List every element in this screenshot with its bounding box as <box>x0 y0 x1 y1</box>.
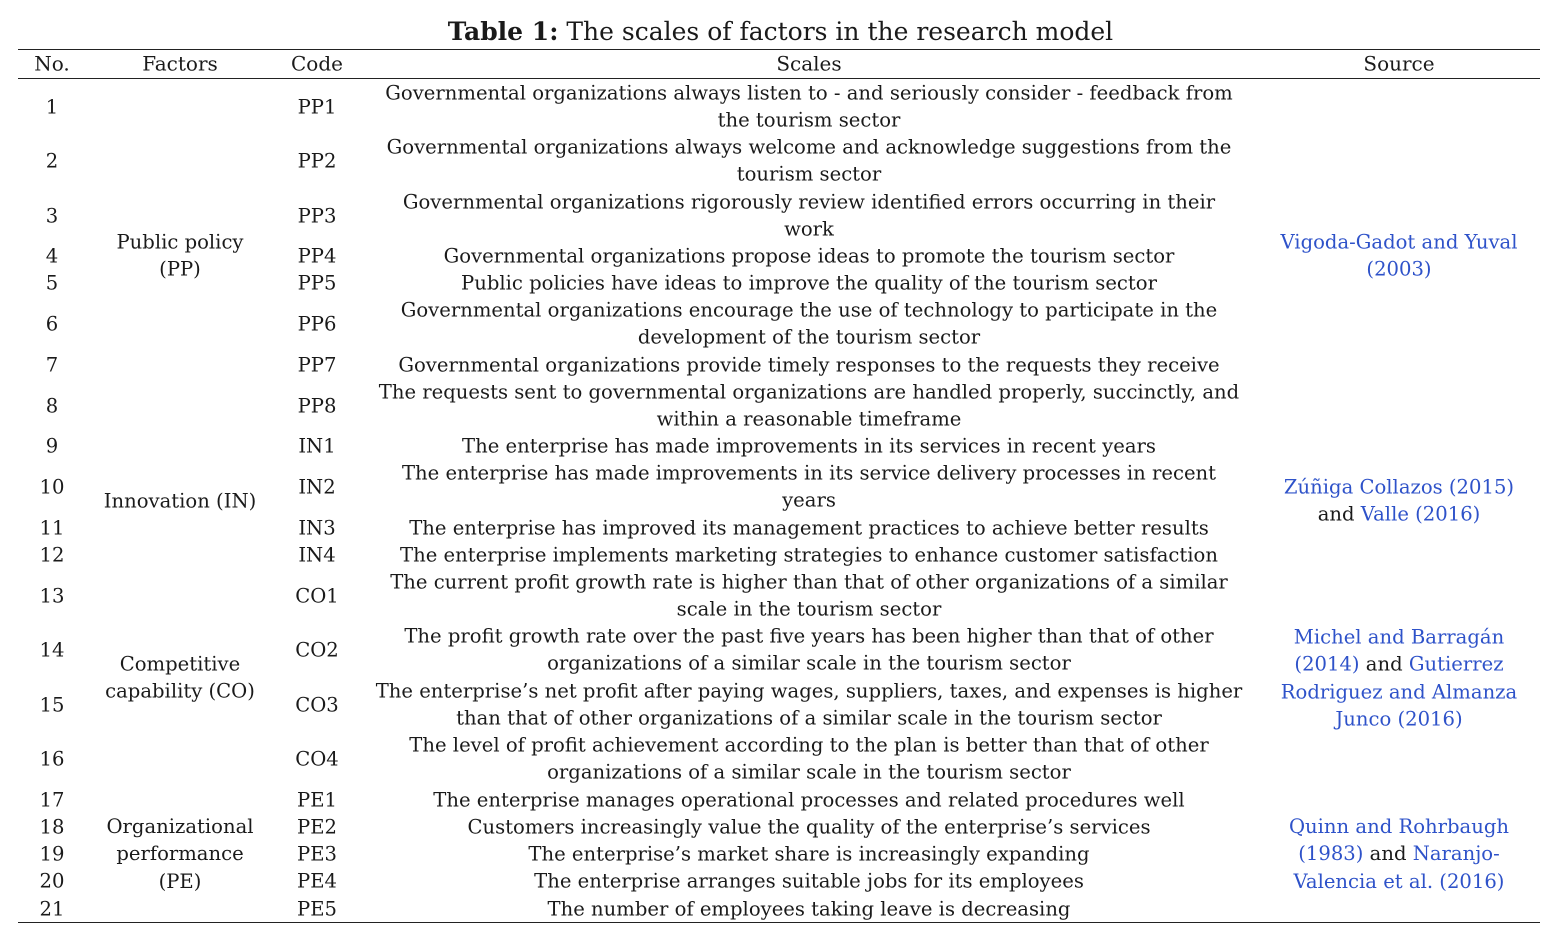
row-code: PP8 <box>297 394 337 418</box>
source-line <box>1258 678 1540 705</box>
row-code: PP6 <box>297 312 337 336</box>
scale-line: The enterprise arranges suitable jobs for its employees <box>534 869 1084 893</box>
row-number: 14 <box>39 638 65 662</box>
scale-line: The enterprise’s market share is increasingly expanding <box>528 842 1090 866</box>
row-scale <box>360 460 1258 515</box>
row-number: 1 <box>45 95 59 119</box>
scale-line: development of the tourism sector <box>637 326 981 349</box>
source-citation-link[interactable]: Quinn and Rohrbaugh <box>1288 815 1510 839</box>
row-code: PP5 <box>297 271 337 295</box>
source-line <box>1258 813 1540 840</box>
row-scale <box>360 189 1258 244</box>
source-line <box>1258 256 1540 283</box>
header-code: Code <box>291 51 343 76</box>
row-scale <box>360 242 1258 269</box>
scale-line: The enterprise has improved its management practices to achieve better results <box>409 516 1209 540</box>
row-number: 20 <box>39 869 65 893</box>
factor-cell <box>86 651 274 706</box>
row-scale <box>360 623 1258 678</box>
source-cell <box>1258 623 1540 732</box>
scale-line: The enterprise manages operational processes and related procedures well <box>433 788 1185 812</box>
source-line <box>1258 705 1540 732</box>
source-citation-link[interactable]: Gutierrez <box>1408 652 1504 676</box>
row-scale <box>360 569 1258 624</box>
scale-line: years <box>782 489 836 512</box>
row-number: 12 <box>39 543 65 567</box>
row-code: PP3 <box>297 204 337 228</box>
row-code: PE3 <box>297 842 337 866</box>
factor-line: capability (CO) <box>105 680 255 703</box>
scale-line: Governmental organizations propose ideas to promote the tourism sector <box>443 244 1175 268</box>
source-citation-link[interactable]: Rodriguez and Almanza <box>1280 680 1518 703</box>
scale-line: The number of employees taking leave is decreasing <box>547 897 1071 921</box>
source-line <box>1258 840 1540 867</box>
header-scales: Scales <box>776 51 842 76</box>
scale-line: Customers increasingly value the quality of the enterprise’s services <box>467 815 1151 839</box>
row-code: PP4 <box>297 244 337 268</box>
row-code: PE4 <box>297 869 337 893</box>
source-citation-link[interactable]: Valle (2016) <box>1360 503 1481 526</box>
scale-line: scale in the tourism sector <box>676 598 942 621</box>
source-citation-link[interactable]: (2014) <box>1294 652 1360 676</box>
source-citation-link[interactable]: Zúñiga Collazos (2015) <box>1283 475 1515 499</box>
source-cell <box>1258 813 1540 895</box>
row-code: CO1 <box>295 584 339 608</box>
table-title <box>0 15 1561 49</box>
row-scale <box>360 351 1258 378</box>
scale-line: organizations of a similar scale in the tourism sector <box>547 761 1071 784</box>
scale-line: The enterprise implements marketing strategies to enhance customer satisfaction <box>400 543 1218 567</box>
factor-line: Organizational <box>106 815 254 839</box>
row-scale <box>360 867 1258 894</box>
row-scale <box>360 134 1258 189</box>
source-citation-link[interactable]: (1983) <box>1298 842 1364 866</box>
row-number: 15 <box>39 693 65 717</box>
factor-line: performance <box>116 842 244 866</box>
row-number: 4 <box>45 244 59 268</box>
row-code: PE5 <box>297 897 337 921</box>
header-no: No. <box>34 51 70 76</box>
header-factors: Factors <box>142 51 218 76</box>
row-code: CO2 <box>295 638 339 662</box>
row-code: IN3 <box>298 516 336 540</box>
scale-line: within a reasonable timeframe <box>656 408 962 431</box>
factor-line: Innovation (IN) <box>103 489 257 513</box>
source-line <box>1258 501 1540 528</box>
scale-line: Governmental organizations provide timely responses to the requests they receive <box>398 353 1220 377</box>
source-line <box>1258 651 1540 678</box>
scale-line: organizations of a similar scale in the tourism sector <box>547 652 1071 675</box>
factor-line: (PP) <box>159 258 201 281</box>
row-number: 13 <box>39 584 65 608</box>
scale-line: work <box>784 218 834 241</box>
row-scale <box>360 732 1258 787</box>
source-text: and <box>1359 652 1409 676</box>
factor-line: Public policy <box>116 230 244 254</box>
row-number: 9 <box>45 434 59 458</box>
row-scale <box>360 514 1258 541</box>
row-scale <box>360 297 1258 352</box>
header-source: Source <box>1363 51 1435 76</box>
row-number: 18 <box>39 815 65 839</box>
row-number: 17 <box>39 788 65 812</box>
row-number: 10 <box>39 475 65 499</box>
row-code: CO3 <box>295 693 339 717</box>
source-citation-link[interactable]: Vigoda-Gadot and Yuval <box>1280 230 1518 254</box>
source-citation-link[interactable]: (2003) <box>1366 258 1432 281</box>
scale-line: The level of profit achievement according to the plan is better than that of other <box>409 733 1209 757</box>
row-number: 8 <box>45 394 59 418</box>
factor-cell <box>86 229 274 284</box>
scale-line: The enterprise has made improvements in its services in recent years <box>462 434 1156 458</box>
row-scale <box>360 840 1258 867</box>
factor-cell <box>86 487 274 514</box>
scale-line: the tourism sector <box>717 109 901 132</box>
row-code: PP2 <box>297 149 337 173</box>
row-number: 5 <box>45 271 59 295</box>
source-citation-link[interactable]: Naranjo- <box>1412 842 1500 866</box>
table-title-text: The scales of factors in the research model <box>558 17 1114 46</box>
scale-line: tourism sector <box>736 163 882 186</box>
source-citation-link[interactable]: Junco (2016) <box>1335 707 1463 731</box>
scale-line: than that of other organizations of a similar scale in the tourism sector <box>456 707 1162 730</box>
source-line <box>1258 474 1540 501</box>
scale-line: The requests sent to governmental organizations are handled properly, succinctly, and <box>378 380 1240 404</box>
scale-line: Governmental organizations rigorously review identified errors occurring in their <box>402 190 1216 214</box>
factor-line: (PE) <box>158 869 202 893</box>
row-scale <box>360 432 1258 459</box>
source-text: and <box>1363 842 1413 866</box>
source-text: and <box>1317 503 1361 526</box>
scale-line: The profit growth rate over the past five years has been higher than that of other <box>404 624 1214 648</box>
factor-cell <box>86 813 274 895</box>
source-citation-link[interactable]: Valencia et al. (2016) <box>1293 869 1505 893</box>
scale-line: The enterprise has made improvements in its service delivery processes in recent <box>401 461 1217 485</box>
row-scale <box>360 269 1258 296</box>
row-code: CO4 <box>295 747 339 771</box>
source-line <box>1258 868 1540 895</box>
row-code: PP1 <box>297 95 337 119</box>
row-code: IN1 <box>298 434 336 458</box>
row-scale <box>360 813 1258 840</box>
scale-line: Governmental organizations always welcome and acknowledge suggestions from the <box>386 135 1232 159</box>
row-code: PP7 <box>297 353 337 377</box>
source-cell <box>1258 474 1540 529</box>
table-title-label: Table 1: <box>447 17 559 46</box>
source-cell <box>1258 229 1540 284</box>
factor-line: Competitive <box>119 652 241 676</box>
row-number: 19 <box>39 842 65 866</box>
source-line <box>1258 229 1540 256</box>
row-number: 16 <box>39 747 65 771</box>
row-number: 2 <box>45 149 59 173</box>
scale-line: Governmental organizations always listen to - and seriously consider - feedback from <box>385 81 1233 105</box>
scale-line: The enterprise’s net profit after paying wages, suppliers, taxes, and expenses is higher <box>375 679 1243 703</box>
row-scale <box>360 786 1258 813</box>
row-number: 3 <box>45 204 59 228</box>
row-number: 6 <box>45 312 59 336</box>
row-code: IN2 <box>298 475 336 499</box>
row-code: PE2 <box>297 815 337 839</box>
scale-line: Governmental organizations encourage the use of technology to participate in the <box>400 298 1218 322</box>
row-number: 7 <box>45 353 59 377</box>
scale-line: Public policies have ideas to improve the quality of the tourism sector <box>461 271 1157 295</box>
row-scale <box>360 80 1258 135</box>
row-scale <box>360 895 1258 922</box>
row-scale <box>360 379 1258 434</box>
source-line <box>1258 623 1540 650</box>
scale-line: The current profit growth rate is higher than that of other organizations of a similar <box>390 570 1228 594</box>
row-number: 21 <box>39 897 65 921</box>
row-scale <box>360 541 1258 568</box>
source-citation-link[interactable]: Michel and Barragán <box>1293 625 1505 649</box>
row-code: IN4 <box>298 543 336 567</box>
row-scale <box>360 678 1258 733</box>
row-number: 11 <box>39 516 65 540</box>
row-code: PE1 <box>297 788 337 812</box>
